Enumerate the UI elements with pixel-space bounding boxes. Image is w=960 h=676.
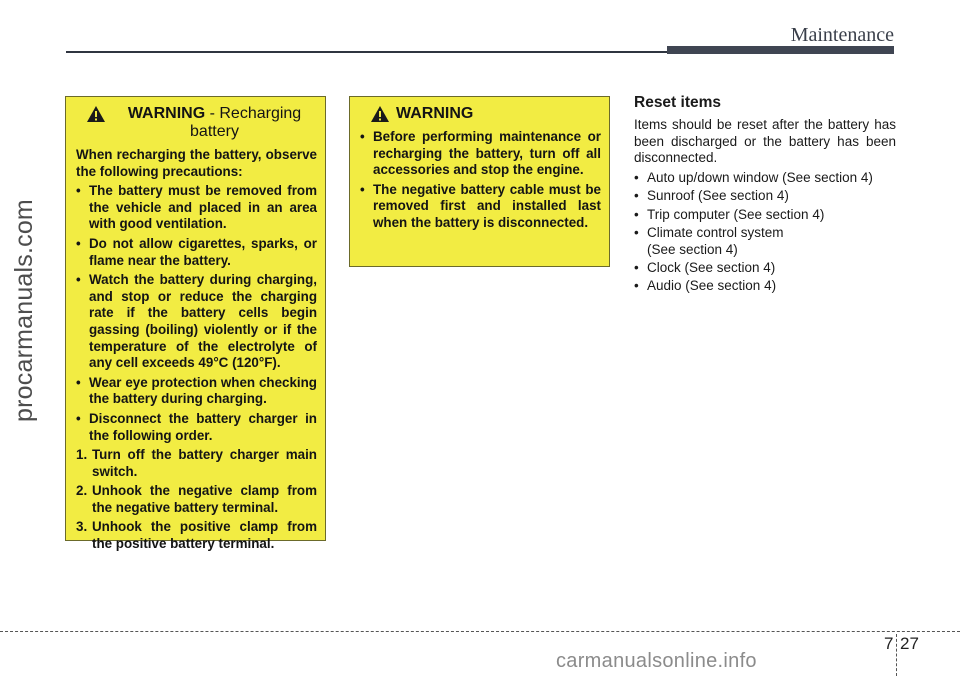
warning-step-list [76, 447, 317, 553]
list-item: • Audio (See section 4) [634, 278, 777, 294]
sidebar-watermark [4, 170, 44, 450]
warning-bullet-list [360, 129, 601, 232]
warning-subtitle-a: - Recharging [205, 105, 302, 122]
list-item: • Do not allow cigarettes, sparks, or flame near the battery. [76, 235, 317, 268]
reset-items-list [634, 170, 896, 295]
list-item: • Wear eye protection when checking the battery during charging. [76, 374, 317, 407]
warning-label: WARNING [396, 105, 474, 122]
list-item: • Climate control system (See section 4) [634, 225, 784, 257]
section-title: Reset items [634, 94, 722, 111]
warning-box-general [349, 96, 610, 267]
list-item: 1. Turn off the battery charger main switch. [76, 447, 317, 479]
footer-watermark: carmanualsonline.info [556, 650, 757, 672]
warning-heading [76, 105, 317, 141]
list-item: • Disconnect the battery charger in the following order. [76, 410, 317, 443]
warning-triangle-icon [86, 105, 106, 123]
warning-label: WARNING [127, 105, 206, 122]
list-item: 2. Unhook the negative clamp from the negative battery terminal. [76, 483, 317, 515]
sidebar-watermark-text: procarmanuals.com [9, 198, 38, 422]
page-number: 27 [900, 634, 919, 653]
warning-box-recharging [65, 96, 326, 552]
list-item: 3. Unhook the positive clamp from the positive battery terminal. [76, 519, 317, 552]
page-chapter-number: 7 [884, 634, 894, 653]
list-item: • Watch the battery during charging, and stop or reduce the charging rate if the battery cells begin gassing (boiling) violently or if the temperature of the electrolyte of any cell exceeds 49°C (120°F). [76, 272, 317, 371]
list-item: • Sunroof (See section 4) [634, 188, 789, 204]
warning-subtitle-b: battery [190, 123, 239, 140]
list-item: • The battery must be removed from the vehicle and placed in an area with good ventilation. [76, 183, 317, 232]
climate-sub-text: (See section 4) [647, 241, 738, 257]
warning-heading [360, 105, 601, 123]
footer-rule [0, 631, 960, 632]
list-item: • Before performing maintenance or recharging the battery, turn off all accessories and stop the engine. [360, 129, 601, 178]
page-number-separator [896, 634, 897, 676]
reset-items-section [634, 95, 896, 297]
warning-triangle-icon [370, 105, 390, 123]
warning-intro: When recharging the battery, observe the following precautions: [76, 147, 317, 179]
header-accent-bar [667, 46, 894, 54]
list-item: • Auto up/down window (See section 4) [634, 170, 873, 186]
list-item: • Clock (See section 4) [634, 260, 776, 276]
warning-bullet-list [76, 183, 317, 444]
list-item: • The negative battery cable must be removed first and installed last when the battery is disconnected. [360, 181, 601, 230]
list-item: • Trip computer (See section 4) [634, 206, 825, 222]
page-header-title: Maintenance [790, 24, 894, 46]
section-body: Items should be reset after the battery has been discharged or the battery has been disconnected. [634, 116, 896, 166]
